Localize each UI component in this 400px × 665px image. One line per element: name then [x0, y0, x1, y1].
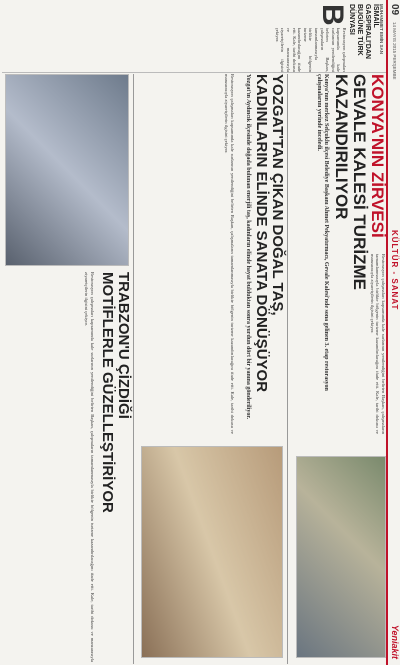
headline-black-1: GEVALE KALESİ TURİZME [350, 74, 369, 290]
top-story-body: Restorasyon çalışmaları kapsamında kale surlarının yenilendiğini belirten Başkan, çalışmaların tamamlanmasıyla birlikte bölgenin turizme kazandırılacağını ifade etti. Kale, tarihi dokusu ve manzarasıyla ziyaretçilerin ilgisini çekiyor. [369, 254, 386, 434]
column-author: MUHAMMET EMİN SAN [379, 4, 384, 54]
masthead-date: 14 MAYIS 2015 PERŞEMBE [392, 22, 397, 80]
story-three-photo [5, 74, 129, 266]
story-two-photo [141, 446, 283, 658]
column-title-1: İSMAİL [372, 4, 379, 28]
story-two-body: Restorasyon çalışmaları kapsamında kale surlarının yenilendiğini belirten Başkan, çalışmaların tamamlanmasıyla birlikte bölgenin turizme kazandırılacağını ifade etti. Kale, tarihi dokusu ve manzarasıyla ziyaretçilerin ilgisini çekiyor. [224, 74, 235, 434]
column-block [2, 4, 386, 73]
column-title-4: DÜNYASI [348, 4, 355, 35]
story-three [1, 74, 134, 664]
column-title-3: BUGÜNE TÜRK [356, 4, 363, 56]
column-dropcap: B [316, 4, 349, 26]
story-three-headline-1: TRABZON'U ÇİZDİĞİ [115, 272, 132, 419]
lead-text: Konya'nın merkez Selçuklu ilçesi Belediye Başkanı Ahmet Pekyatırmacı, Gevale Kalesi'nde sona gelinen 3. etap restorasyon çalışmalarını yerinde inceledi. [316, 74, 329, 391]
top-story-photo [296, 456, 386, 658]
story-two [137, 74, 288, 664]
story-three-headline-2: MOTİFLERLE GÜZELLEŞTİRİYOR [99, 272, 116, 513]
story-two-headline-2: KADINLARIN ELİNDE SANATA DÖNÜŞÜYOR [253, 74, 270, 393]
top-story [291, 74, 386, 664]
story-three-body: Restorasyon çalışmaları kapsamında kale surlarının yenilendiğini belirten Başkan, çalışmaların tamamlanmasıyla birlikte bölgenin turizme kazandırılacağını ifade etti. Kale, tarihi dokusu ve manzarasıyla ziyaretçilerin ilgisini çekiyor. [84, 272, 95, 662]
column-body: Restorasyon çalışmaları kapsamında kale surlarının yenilendiğini belirten Başkan, çalışmaların tamamlanmasıyla birlikte bölgenin turizme kazandırılacağını ifade etti. Kale, tarihi dokusu ve manzarasıyla ziyaretçilerin ilgisini çekiyor. [274, 27, 347, 72]
column-title-2: GASPIRALI'DAN [364, 4, 371, 59]
story-two-subhead: Yozgat'ın Aydıncık ilçesinde doğada bulunan enerjili taş, kadınların elinde hayat bulduktan sonra yurdun dört bir yanına gönderiliyor. [245, 74, 251, 419]
section-label: KÜLTÜR - SANAT [390, 230, 399, 311]
page-number: 09 [389, 4, 400, 16]
headline-red: KONYA'NIN ZİRVESİ [368, 74, 387, 238]
headline-black-2: KAZANDIRILIYOR [332, 74, 351, 220]
masthead [386, 0, 400, 665]
story-two-headline-1: YOZGAT'TAN ÇIKAN DOĞAL TAŞ, [269, 74, 286, 316]
brand-logo: Yeniakit [390, 624, 400, 659]
